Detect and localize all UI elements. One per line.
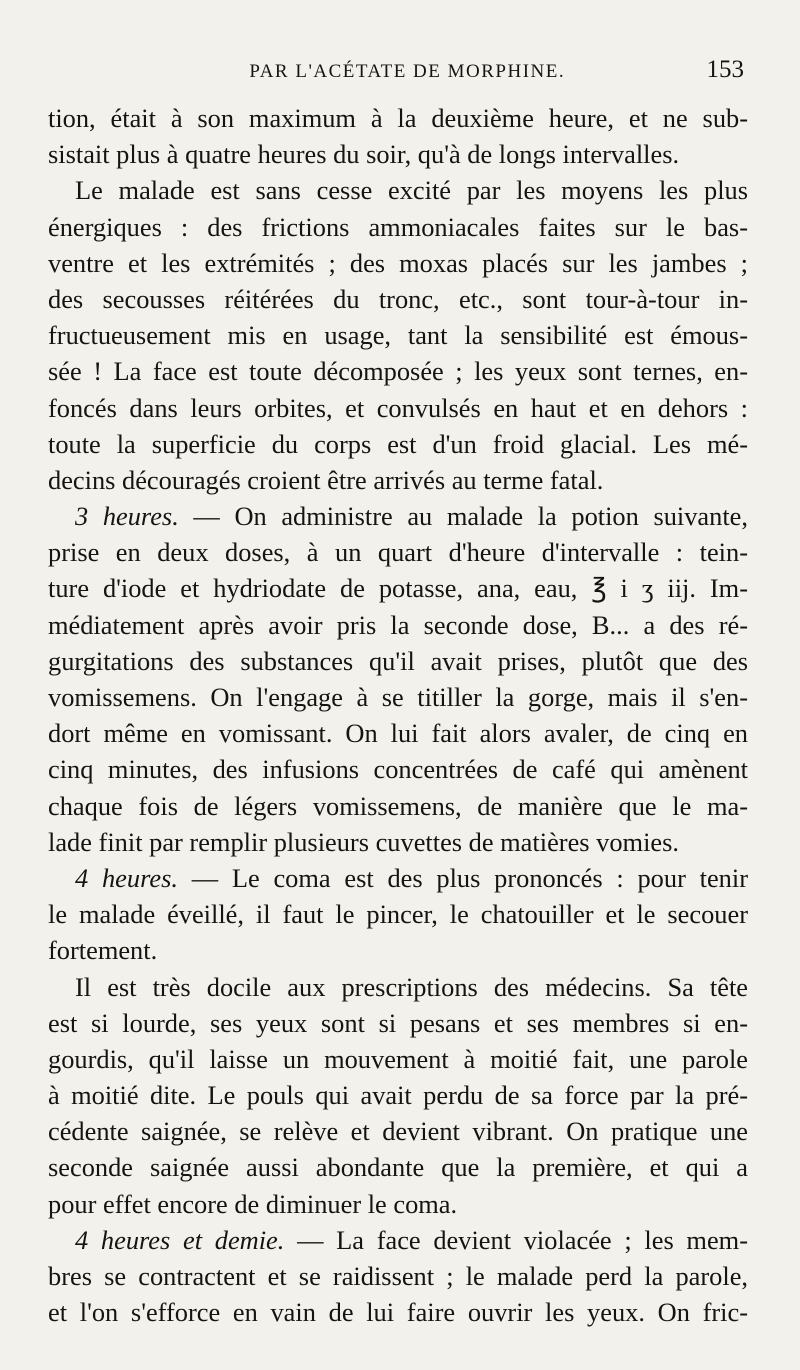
line-text: Il est très docile aux prescriptions des médecins. Sa tête bbox=[75, 971, 748, 1002]
text-line bbox=[48, 1186, 748, 1222]
body-text bbox=[48, 100, 748, 1330]
line-text: foncés dans leurs orbites, et convulsés en haut et en dehors : bbox=[48, 392, 748, 423]
running-head bbox=[48, 56, 748, 100]
text-line bbox=[48, 1149, 748, 1185]
line-text: à moitié dite. Le pouls qui avait perdu de sa force par la pré- bbox=[48, 1080, 748, 1111]
text-line bbox=[48, 860, 748, 896]
line-text: — La face devient violacée ; les mem- bbox=[284, 1224, 748, 1255]
text-line bbox=[48, 1113, 748, 1149]
line-text: sistait plus à quatre heures du soir, qu'à de longs intervalles. bbox=[48, 139, 680, 170]
line-text: toute la superficie du corps est d'un froid glacial. Les mé- bbox=[48, 428, 748, 459]
text-line bbox=[48, 498, 748, 534]
text-line bbox=[48, 390, 748, 426]
line-text: des secousses réitérées du tronc, etc., sont tour-à-tour in- bbox=[48, 283, 748, 314]
line-text: dort même en vomissant. On lui fait alors avaler, de cinq en bbox=[48, 718, 748, 749]
text-line bbox=[48, 1077, 748, 1113]
line-text: est si lourde, ses yeux sont si pesans et ses membres si en- bbox=[48, 1007, 748, 1038]
line-text: vomissemens. On l'engage à se titiller la gorge, mais il s'en- bbox=[48, 682, 748, 712]
text-line bbox=[48, 896, 748, 932]
line-text: — Le coma est des plus prononcés : pour tenir bbox=[177, 862, 748, 893]
text-line bbox=[48, 715, 748, 751]
text-line bbox=[48, 1041, 748, 1077]
line-text: tion, était à son maximum à la deuxième heure, et ne sub- bbox=[48, 103, 748, 133]
line-text: gourdis, qu'il laisse un mouvement à moitié fait, une parole bbox=[48, 1043, 748, 1074]
text-line bbox=[48, 462, 748, 498]
time-heading: 4 heures et demie. bbox=[75, 1224, 285, 1255]
text-line bbox=[48, 1005, 748, 1041]
text-line bbox=[48, 209, 748, 245]
text-line bbox=[48, 643, 748, 679]
line-text: cédente saignée, se relève et devient vibrant. On pratique une bbox=[48, 1116, 748, 1147]
text-line bbox=[48, 969, 748, 1005]
line-text: fortement. bbox=[48, 935, 158, 966]
line-text: decins découragés croient être arrivés au terme fatal. bbox=[48, 464, 604, 495]
text-line bbox=[48, 570, 748, 606]
text-line bbox=[48, 136, 748, 172]
text-line bbox=[48, 1222, 748, 1258]
text-line bbox=[48, 788, 748, 824]
line-text: médiatement après avoir pris la seconde dose, B... a des ré- bbox=[48, 609, 748, 640]
line-text: énergiques : des frictions ammoniacales faites sur le bas- bbox=[48, 211, 748, 242]
text-line bbox=[48, 172, 748, 208]
line-text: — On administre au malade la potion suivante, bbox=[178, 501, 748, 532]
line-text: le malade éveillé, il faut le pincer, le chatouiller et le secouer bbox=[48, 899, 748, 930]
text-line bbox=[48, 317, 748, 353]
text-line bbox=[48, 426, 748, 462]
text-line bbox=[48, 281, 748, 317]
running-title: PAR L'ACÉTATE DE MORPHINE. bbox=[249, 61, 566, 82]
page-number: 153 bbox=[706, 56, 744, 83]
line-text: fructueusement mis en usage, tant la sensibilité est émous- bbox=[48, 320, 748, 351]
line-text: ventre et les extrémités ; des moxas placés sur les jambes ; bbox=[48, 247, 748, 278]
line-text: Le malade est sans cesse excité par les moyens les plus bbox=[75, 175, 748, 206]
text-line bbox=[48, 751, 748, 787]
line-text: et l'on s'efforce en vain de lui faire ouvrir les yeux. On fric- bbox=[48, 1297, 748, 1328]
line-text: cinq minutes, des infusions concentrées de café qui amènent bbox=[48, 754, 748, 785]
line-text: seconde saignée aussi abondante que la première, et qui a bbox=[48, 1152, 748, 1183]
text-line bbox=[48, 100, 748, 136]
line-text: ture d'iode et hydriodate de potasse, ana, eau, ℥ i ʒ iij. Im- bbox=[48, 573, 748, 604]
time-heading: 4 heures. bbox=[75, 862, 178, 893]
line-text: gurgitations des substances qu'il avait prises, plutôt que des bbox=[48, 645, 748, 676]
line-text: pour effet encore de diminuer le coma. bbox=[48, 1188, 458, 1219]
text-line bbox=[48, 1294, 748, 1330]
line-text: lade finit par remplir plusieurs cuvettes de matières vomies. bbox=[48, 826, 679, 857]
line-text: bres se contractent et se raidissent ; le malade perd la parole, bbox=[48, 1261, 748, 1291]
text-line bbox=[48, 824, 748, 860]
text-line bbox=[48, 679, 748, 715]
line-text: prise en deux doses, à un quart d'heure d'intervalle : tein- bbox=[48, 537, 748, 568]
line-text: sée ! La face est toute décomposée ; les yeux sont ternes, en- bbox=[48, 356, 748, 387]
text-line bbox=[48, 245, 748, 281]
text-line bbox=[48, 534, 748, 570]
time-heading: 3 heures. bbox=[75, 501, 179, 532]
text-line bbox=[48, 932, 748, 968]
text-line bbox=[48, 1258, 748, 1294]
text-line bbox=[48, 353, 748, 389]
text-line bbox=[48, 607, 748, 643]
line-text: chaque fois de légers vomissemens, de manière que le ma- bbox=[48, 790, 748, 821]
